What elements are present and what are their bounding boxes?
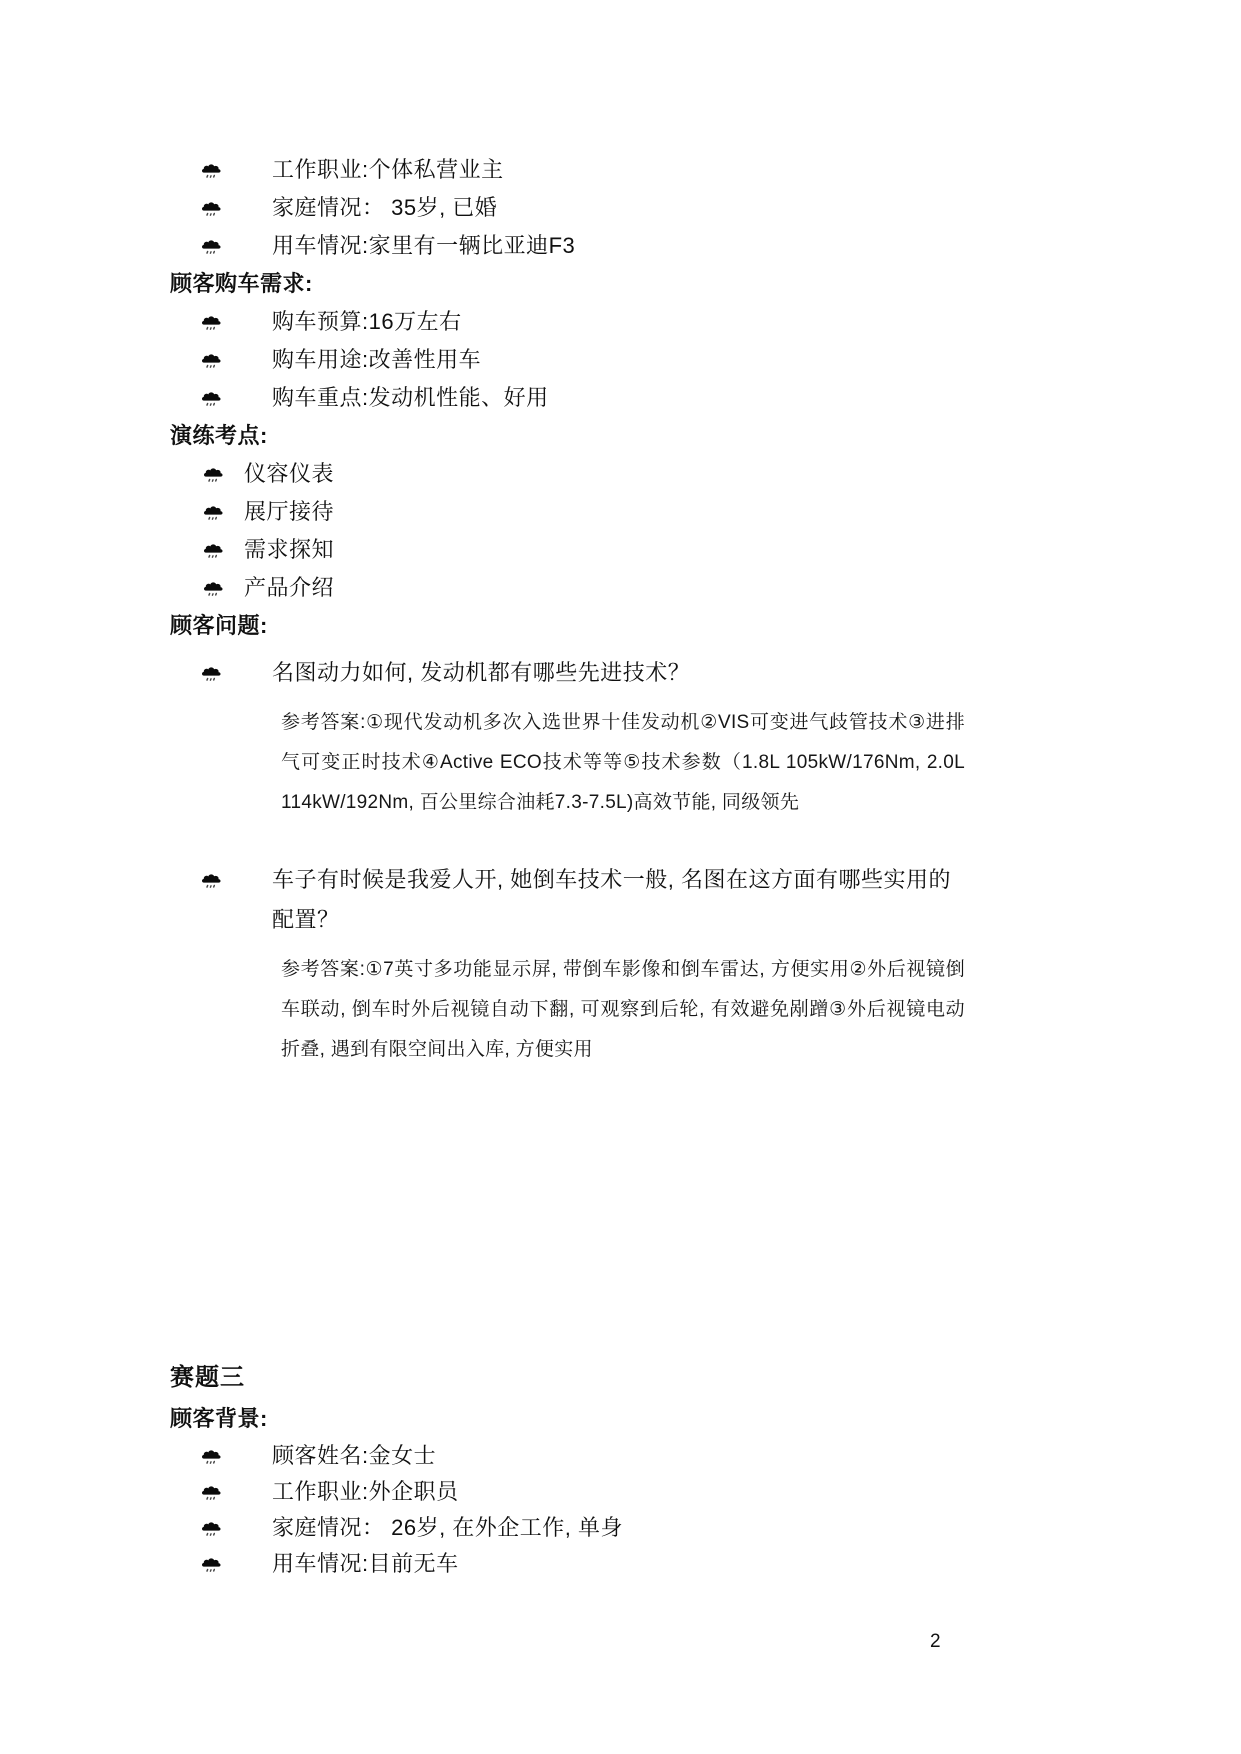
list-item <box>170 151 965 189</box>
list-item <box>170 493 965 531</box>
bullet-text: 家庭情况： 26岁, 在外企工作, 单身 <box>272 1515 624 1540</box>
rain-cloud-bullet-icon <box>200 162 222 178</box>
rain-cloud-bullet-icon <box>200 665 222 681</box>
rain-cloud-bullet-icon <box>200 200 222 216</box>
section-heading-background: 顾客背景: <box>170 1406 268 1431</box>
question-item <box>170 860 965 940</box>
section-heading-points: 演练考点: <box>170 423 268 448</box>
bullet-text: 用车情况:家里有一辆比亚迪F3 <box>272 233 576 258</box>
section-heading-needs: 顾客购车需求: <box>170 271 313 296</box>
rain-cloud-bullet-icon <box>200 1556 222 1572</box>
bullet-text: 购车预算:16万左右 <box>272 309 462 334</box>
answer-paragraph: 参考答案:①7英寸多功能显示屏, 带倒车影像和倒车雷达, 方便实用②外后视镜倒车联动, 倒车时外后视镜自动下翻, 可观察到后轮, 有效避免剐蹭③外后视镜电动折叠, 遇到有限空间出入库, 方便实用 <box>281 959 965 1060</box>
bullet-text: 需求探知 <box>244 537 335 562</box>
list-item <box>170 189 965 227</box>
page-content <box>170 151 965 1582</box>
bullet-text: 仪容仪表 <box>244 461 335 486</box>
list-item <box>170 379 965 417</box>
rain-cloud-bullet-icon <box>200 872 222 888</box>
list-item <box>170 1474 965 1510</box>
rain-cloud-bullet-icon <box>200 314 222 330</box>
question-text: 车子有时候是我爱人开, 她倒车技术一般, 名图在这方面有哪些实用的配置？ <box>272 867 951 932</box>
list-item <box>170 1546 965 1582</box>
rain-cloud-bullet-icon <box>202 580 224 596</box>
list-item <box>170 227 965 265</box>
question-item <box>170 653 965 693</box>
rain-cloud-bullet-icon <box>200 390 222 406</box>
section-heading-questions: 顾客问题: <box>170 613 268 638</box>
bullet-text: 购车重点:发动机性能、好用 <box>272 385 549 410</box>
list-item <box>170 569 965 607</box>
section-title: 赛题三 <box>170 1364 245 1391</box>
bullet-text: 展厅接待 <box>244 499 335 524</box>
list-item <box>170 455 965 493</box>
rain-cloud-bullet-icon <box>202 504 224 520</box>
list-item <box>170 303 965 341</box>
list-item <box>170 1510 965 1546</box>
bullet-text: 购车用途:改善性用车 <box>272 347 482 372</box>
bullet-text: 工作职业:外企职员 <box>272 1479 459 1504</box>
rain-cloud-bullet-icon <box>202 542 224 558</box>
bullet-text: 产品介绍 <box>244 575 335 600</box>
bullet-text: 工作职业:个体私营业主 <box>272 157 504 182</box>
answer-paragraph: 参考答案:①现代发动机多次入选世界十佳发动机②VIS可变进气歧管技术③进排气可变正时技术④Active ECO技术等等⑤技术参数（1.8L 105kW/176Nm, 2.0L 114kW/192Nm, 百公里综合油耗7.3-7.5L)高效节能, 同级领先 <box>281 712 965 813</box>
rain-cloud-bullet-icon <box>200 352 222 368</box>
bullet-text: 顾客姓名:金女士 <box>272 1443 437 1468</box>
bullet-text: 用车情况:目前无车 <box>272 1551 459 1576</box>
rain-cloud-bullet-icon <box>200 1520 222 1536</box>
rain-cloud-bullet-icon <box>202 466 224 482</box>
list-item <box>170 531 965 569</box>
question-text: 名图动力如何, 发动机都有哪些先进技术？ <box>272 660 691 685</box>
rain-cloud-bullet-icon <box>200 1448 222 1464</box>
list-item <box>170 341 965 379</box>
page-number: 2 <box>930 1631 941 1652</box>
rain-cloud-bullet-icon <box>200 1484 222 1500</box>
rain-cloud-bullet-icon <box>200 238 222 254</box>
list-item <box>170 1438 965 1474</box>
bullet-text: 家庭情况： 35岁, 已婚 <box>272 195 498 220</box>
